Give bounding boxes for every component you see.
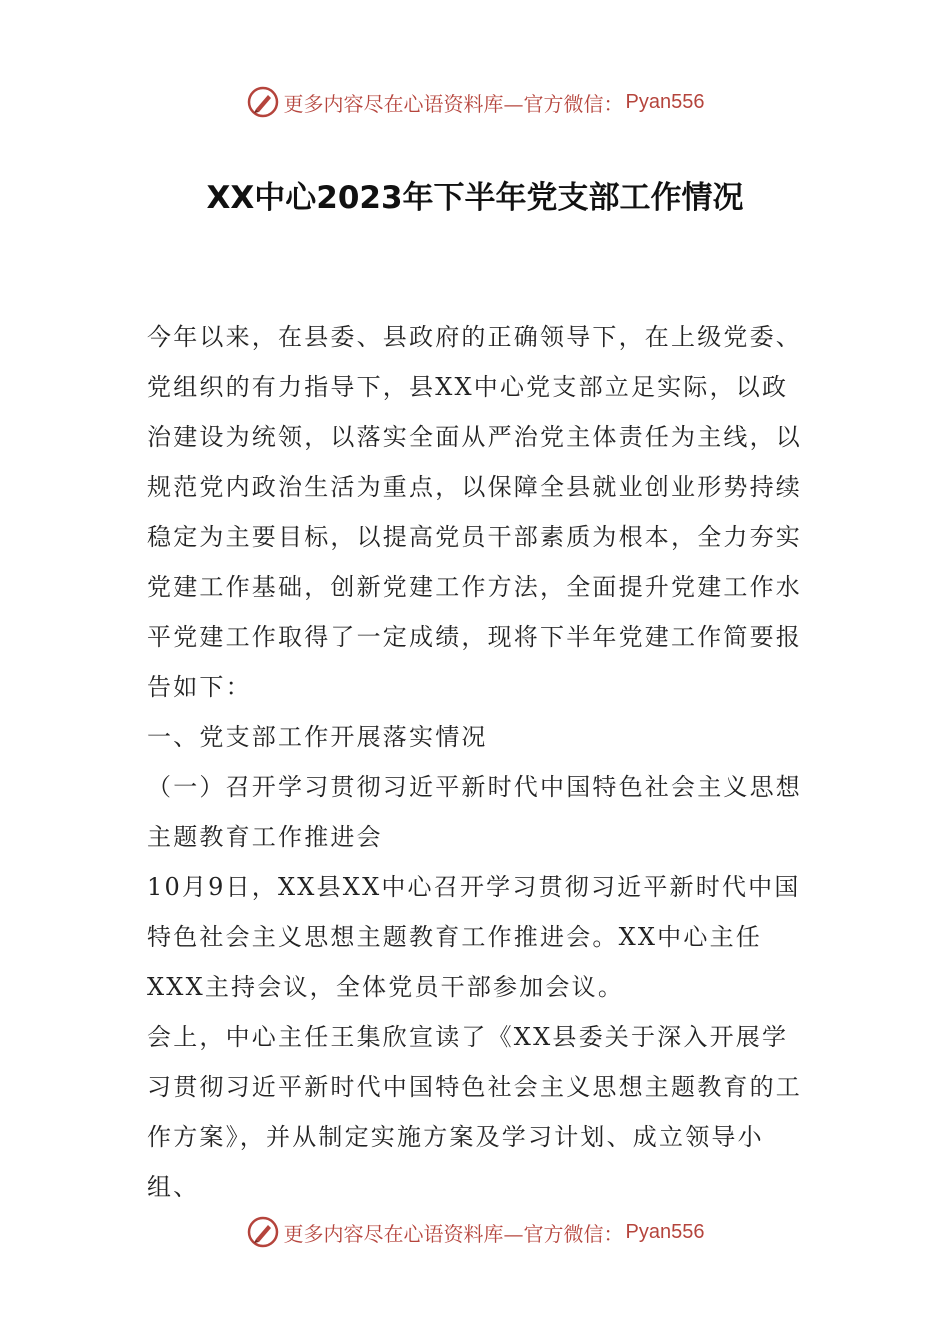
document-title: XX中心2023年下半年党支部工作情况 (206, 180, 744, 216)
paragraph-intro: 今年以来，在县委、县政府的正确领导下，在上级党委、党组织的有力指导下，县XX中心党支部立足实际，以政治建设为统领，以落实全面从严治党主体责任为主线，以规范党内政治生活为重点，以保障全县就业创业形势持续稳定为主要目标，以提高党员干部素质为根本，全力夯实党建工作基础，创新党建工作方法，全面提升党建工作水平党建工作取得了一定成绩，现将下半年党建工作简要报告如下： (147, 323, 802, 701)
watermark-id: Pyan556 (625, 1220, 705, 1243)
watermark-text: 更多内容尽在心语资料库—官方微信： (283, 91, 624, 116)
watermark-id: Pyan556 (625, 90, 705, 113)
paragraph-meeting-detail: 会上，中心主任王集欣宣读了《XX县委关于深入开展学习贯彻习近平新时代中国特色社会主义思想主题教育的工作方案》，并从制定实施方案及学习计划、成立领导小组、 (147, 1023, 802, 1201)
section-heading-1: 一、党支部工作开展落实情况 (147, 723, 488, 751)
pen-logo-icon (246, 1215, 280, 1249)
watermark-text: 更多内容尽在心语资料库—官方微信： (283, 1221, 624, 1246)
paragraph-meeting: 10月9日，XX县XX中心召开学习贯彻习近平新时代中国特色社会主义思想主题教育工作推进会。XX中心主任XXX主持会议，全体党员干部参加会议。 (147, 873, 801, 1001)
watermark-banner-top (0, 82, 950, 122)
subsection-heading-1: （一）召开学习贯彻习近平新时代中国特色社会主义思想主题教育工作推进会 (147, 773, 802, 851)
watermark-banner-bottom (0, 1212, 950, 1252)
document-body (147, 312, 807, 1212)
pen-logo-icon (246, 85, 280, 119)
